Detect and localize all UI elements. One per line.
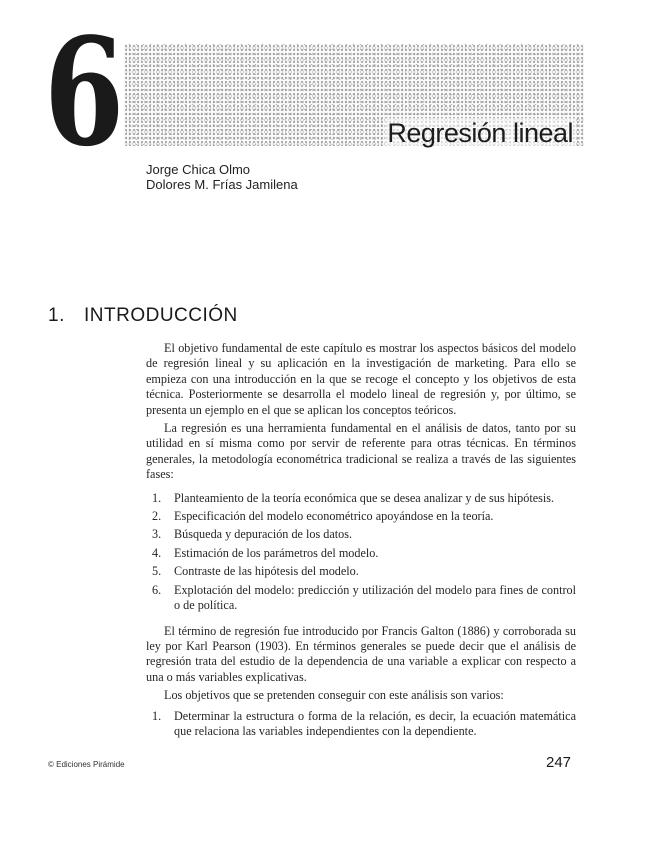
list-item [146, 709, 576, 740]
section-heading [48, 305, 238, 327]
list-item-text: Explotación del modelo: predicción y utilización del modelo para fines de control o de política. [174, 582, 576, 613]
list-item-number: 1. [152, 708, 162, 723]
list-item-text: Contraste de las hipótesis del modelo. [174, 564, 359, 579]
list-item-number: 6. [152, 582, 162, 597]
author-name: Dolores M. Frías Jamilena [146, 177, 298, 192]
list-item [146, 527, 576, 542]
list-item-number: 5. [152, 564, 162, 579]
page-number: 247 [546, 754, 572, 771]
publisher-footer: © Ediciones Pirámide [48, 760, 125, 769]
list-item-text: Planteamiento de la teoría económica que se desea analizar y de sus hipótesis. [174, 490, 555, 505]
author-list [146, 162, 298, 192]
list-item-number: 1. [152, 490, 162, 505]
objectives-list [146, 709, 576, 740]
paragraph: El objetivo fundamental de este capítulo es mostrar los aspectos básicos del modelo de regresión lineal y su aplicación en la investigación de marketing. Para ello se empieza con una introducción en la que se recoge el concepto y los objetivos de esta técnica. Posteriormente se desarrolla el modelo lineal de regresión y, por último, se presenta un ejemplo en el que se aplican los conceptos teóricos. [146, 341, 576, 417]
section-number: 1. [48, 305, 65, 326]
section-title: INTRODUCCIÓN [84, 305, 238, 326]
list-item [146, 546, 576, 561]
paragraph: La regresión es una herramienta fundamental en el análisis de datos, tanto por su utilidad en sí misma como por servir de referente para otras técnicas. En términos generales, la metodología econométrica tradicional se realiza a través de las siguientes fases: [146, 421, 576, 482]
author-name: Jorge Chica Olmo [146, 162, 251, 177]
list-item-text: Determinar la estructura o forma de la relación, es decir, la ecuación matemática que relaciona las variables independientes con la dependiente. [174, 708, 576, 738]
list-item [146, 583, 576, 614]
list-item-text: Especificación del modelo econométrico apoyándose en la teoría. [174, 509, 494, 524]
paragraph: El término de regresión fue introducido por Francis Galton (1886) y corroborada su ley por Karl Pearson (1903). En términos generales se puede decir que el análisis de regresión trata del estudio de la dependencia de una variable a explicar con respecto a una o más variables explicativas. [146, 623, 576, 684]
chapter-number: 6 [44, 5, 122, 179]
phases-list [146, 491, 576, 614]
list-item [146, 509, 576, 524]
list-item-number: 3. [152, 527, 162, 542]
list-item-text: Búsqueda y depuración de los datos. [174, 527, 353, 542]
list-item [146, 564, 576, 579]
list-item [146, 491, 576, 506]
list-item-number: 4. [152, 545, 162, 560]
list-item-number: 2. [152, 509, 162, 524]
list-item-text: Estimación de los parámetros del modelo. [174, 545, 379, 560]
paragraph: Los objetivos que se pretenden conseguir con este análisis son varios: [164, 688, 504, 703]
body-text [146, 341, 576, 749]
chapter-title: Regresión lineal [387, 118, 573, 148]
